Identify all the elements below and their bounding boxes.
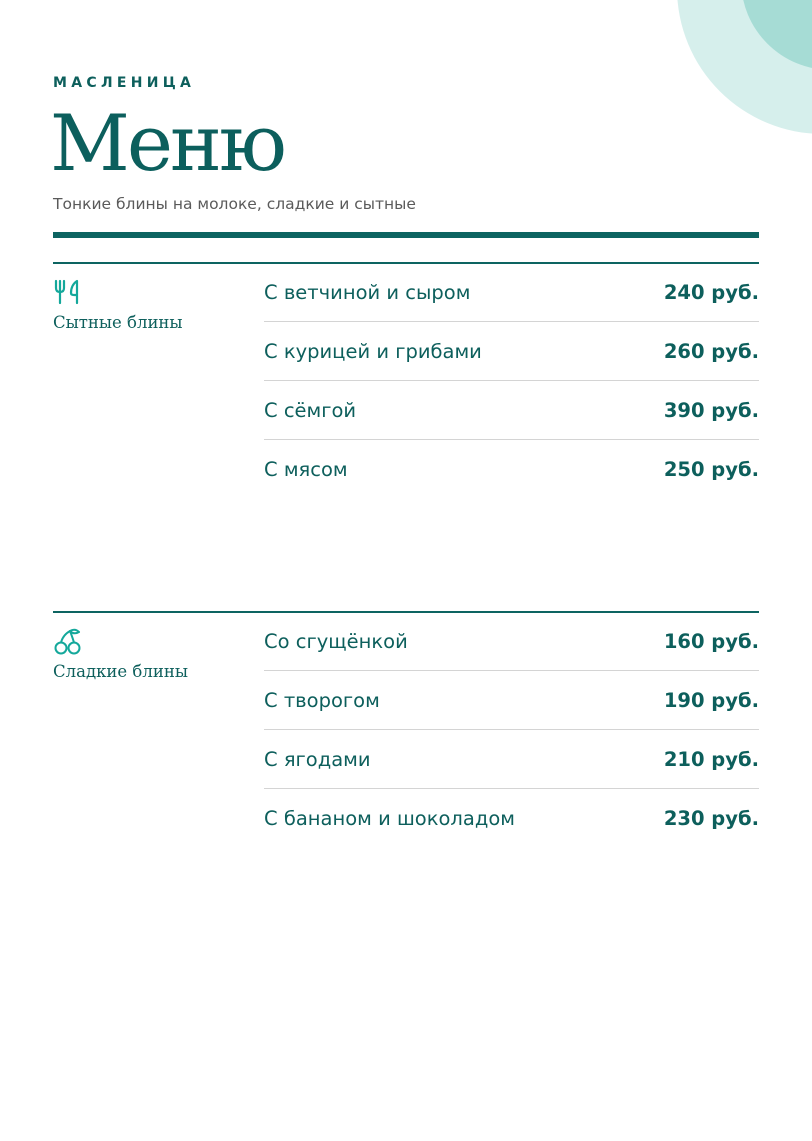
- item-price: 190 руб.: [663, 688, 759, 712]
- item-price: 210 руб.: [663, 747, 759, 771]
- item-name: С ветчиной и сыром: [264, 281, 471, 304]
- menu-item: [264, 671, 759, 730]
- header-divider: [53, 232, 759, 238]
- menu-item: [264, 730, 759, 789]
- menu-list: [264, 264, 759, 498]
- cherry-icon: [53, 626, 83, 656]
- category-label: Сладкие блины: [53, 662, 188, 681]
- item-name: С мясом: [264, 457, 348, 481]
- menu-item: [264, 440, 759, 498]
- menu-item: [264, 322, 759, 381]
- item-name: С творогом: [264, 688, 380, 712]
- item-price: 160 руб.: [663, 630, 759, 653]
- menu-item: [264, 789, 759, 847]
- page-subtitle: Тонкие блины на молоке, сладкие и сытные: [53, 195, 416, 213]
- item-name: С ягодами: [264, 747, 371, 771]
- item-name: С бананом и шоколадом: [264, 806, 515, 830]
- item-price: 260 руб.: [663, 339, 759, 363]
- item-price: 250 руб.: [663, 457, 759, 481]
- menu-item: [264, 613, 759, 671]
- item-name: С сёмгой: [264, 398, 357, 422]
- page-title: Меню: [50, 99, 284, 189]
- item-name: Со сгущёнкой: [264, 630, 408, 653]
- item-price: 390 руб.: [663, 398, 759, 422]
- fork-knife-icon: [53, 277, 83, 307]
- item-price: 230 руб.: [663, 806, 759, 830]
- eyebrow-label: МАСЛЕНИЦА: [53, 75, 196, 91]
- category-label: Сытные блины: [53, 313, 183, 332]
- item-price: 240 руб.: [663, 281, 759, 304]
- menu-list: [264, 613, 759, 847]
- item-name: С курицей и грибами: [264, 339, 482, 363]
- menu-item: [264, 381, 759, 440]
- menu-item: [264, 264, 759, 322]
